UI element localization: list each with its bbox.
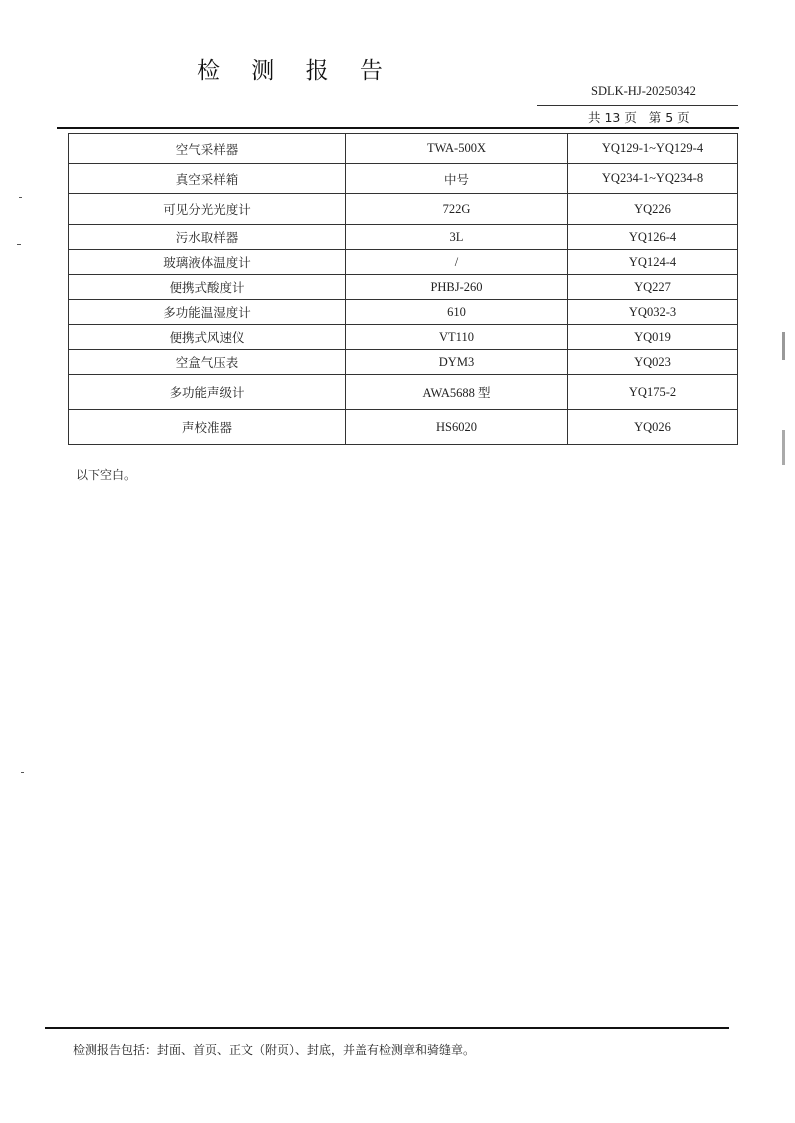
scan-speck	[19, 197, 22, 198]
footer-note: 检测报告包括：封面、首页、正文（附页）、封底，并盖有检测章和骑缝章。	[73, 1043, 476, 1057]
equipment-id-cell: YQ175-2	[568, 375, 738, 410]
equipment-id-cell: YQ023	[568, 350, 738, 375]
equipment-table	[68, 133, 738, 445]
equipment-id-cell: YQ227	[568, 275, 738, 300]
equipment-name-cell: 污水取样器	[69, 225, 346, 250]
equipment-model-cell: VT110	[346, 325, 568, 350]
table-row	[69, 194, 738, 225]
equipment-name-cell: 便携式酸度计	[69, 275, 346, 300]
equipment-model-cell: PHBJ-260	[346, 275, 568, 300]
page-info: 共 13 页 第 5 页	[588, 110, 690, 125]
scan-speck	[782, 332, 785, 360]
table-row	[69, 375, 738, 410]
report-number: SDLK-HJ-20250342	[591, 84, 696, 98]
equipment-id-cell: YQ234-1~YQ234-8	[568, 164, 738, 194]
equipment-model-cell: 3L	[346, 225, 568, 250]
table-row	[69, 134, 738, 164]
equipment-id-cell: YQ032-3	[568, 300, 738, 325]
table-row	[69, 325, 738, 350]
equipment-model-cell: 中号	[346, 164, 568, 194]
footer-divider	[45, 1027, 729, 1029]
equipment-id-cell: YQ026	[568, 410, 738, 445]
header-thin-divider	[537, 105, 738, 106]
equipment-name-cell: 声校准器	[69, 410, 346, 445]
scan-speck	[21, 772, 24, 773]
equipment-model-cell: 610	[346, 300, 568, 325]
blank-below-note: 以下空白。	[76, 468, 137, 482]
equipment-name-cell: 便携式风速仪	[69, 325, 346, 350]
equipment-model-cell: TWA-500X	[346, 134, 568, 164]
header-thick-divider	[57, 127, 739, 129]
equipment-name-cell: 多功能声级计	[69, 375, 346, 410]
equipment-model-cell: HS6020	[346, 410, 568, 445]
table-row	[69, 164, 738, 194]
scan-speck	[17, 244, 21, 245]
equipment-name-cell: 多功能温湿度计	[69, 300, 346, 325]
equipment-name-cell: 真空采样箱	[69, 164, 346, 194]
table-row	[69, 275, 738, 300]
equipment-name-cell: 玻璃液体温度计	[69, 250, 346, 275]
equipment-name-cell: 空盒气压表	[69, 350, 346, 375]
equipment-model-cell: DYM3	[346, 350, 568, 375]
equipment-id-cell: YQ019	[568, 325, 738, 350]
table-row	[69, 410, 738, 445]
table-row	[69, 250, 738, 275]
equipment-id-cell: YQ226	[568, 194, 738, 225]
equipment-id-cell: YQ129-1~YQ129-4	[568, 134, 738, 164]
table-row	[69, 300, 738, 325]
table-row	[69, 225, 738, 250]
equipment-name-cell: 可见分光光度计	[69, 194, 346, 225]
report-title: 检 测 报 告	[197, 58, 395, 84]
equipment-id-cell: YQ124-4	[568, 250, 738, 275]
table-row	[69, 350, 738, 375]
equipment-id-cell: YQ126-4	[568, 225, 738, 250]
equipment-model-cell: /	[346, 250, 568, 275]
equipment-model-cell: 722G	[346, 194, 568, 225]
scan-speck	[782, 430, 785, 465]
equipment-model-cell: AWA5688 型	[346, 375, 568, 410]
equipment-name-cell: 空气采样器	[69, 134, 346, 164]
